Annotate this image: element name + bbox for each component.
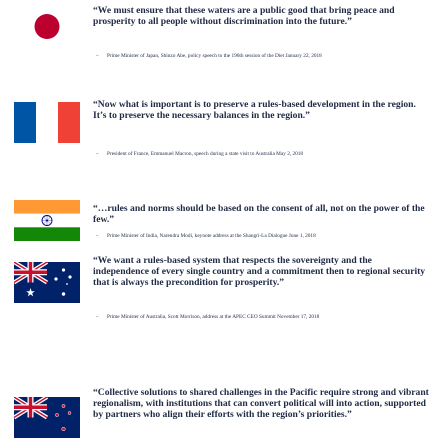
attribution: – Prime Minister of India, Narendra Modi, keynote address at the Shangri-La Dialogue June 1, 2018 — [96, 233, 316, 239]
quote-text: “Now what is important is to preserve a rules-based development in the region. It’s to preserve the necessary balances in the region.” — [93, 99, 416, 122]
quote-text: “…rules and norms should be based on the consent of all, not on the power of the few.” — [93, 203, 425, 226]
france-flag-icon — [14, 102, 80, 143]
attribution: – Prime Minister of Australia, Scott Morrison, address at the APEC CEO Summit November 17, 2018 — [96, 314, 320, 320]
new-zealand-flag-icon — [14, 397, 80, 438]
attribution: – Prime Minister of Japan, Shinzo Abe, policy speech to the 196th session of the Diet January 22, 2018 — [96, 53, 322, 59]
japan-flag-icon — [14, 6, 80, 47]
australia-flag-icon — [14, 262, 80, 303]
attribution: – President of France, Emmanuel Macron, speech during a state visit to Australia May 2, 2018 — [96, 151, 304, 157]
india-flag-icon — [14, 200, 80, 241]
quote-text: “Collective solutions to shared challenges in the Pacific require strong and vibrant regionalism, with institutions that can convert political will into action, supported by partners who align their efforts with the region’s priorities.” — [93, 387, 429, 421]
quote-text: “We must ensure that these waters are a public good that bring peace and prosperity to all people without discrimination into the future.” — [93, 5, 395, 28]
quote-text: “We want a rules-based system that respects the sovereignty and the independence of every single country and a commitment then to regional security that is always the precondition for prosperity.” — [93, 255, 426, 289]
